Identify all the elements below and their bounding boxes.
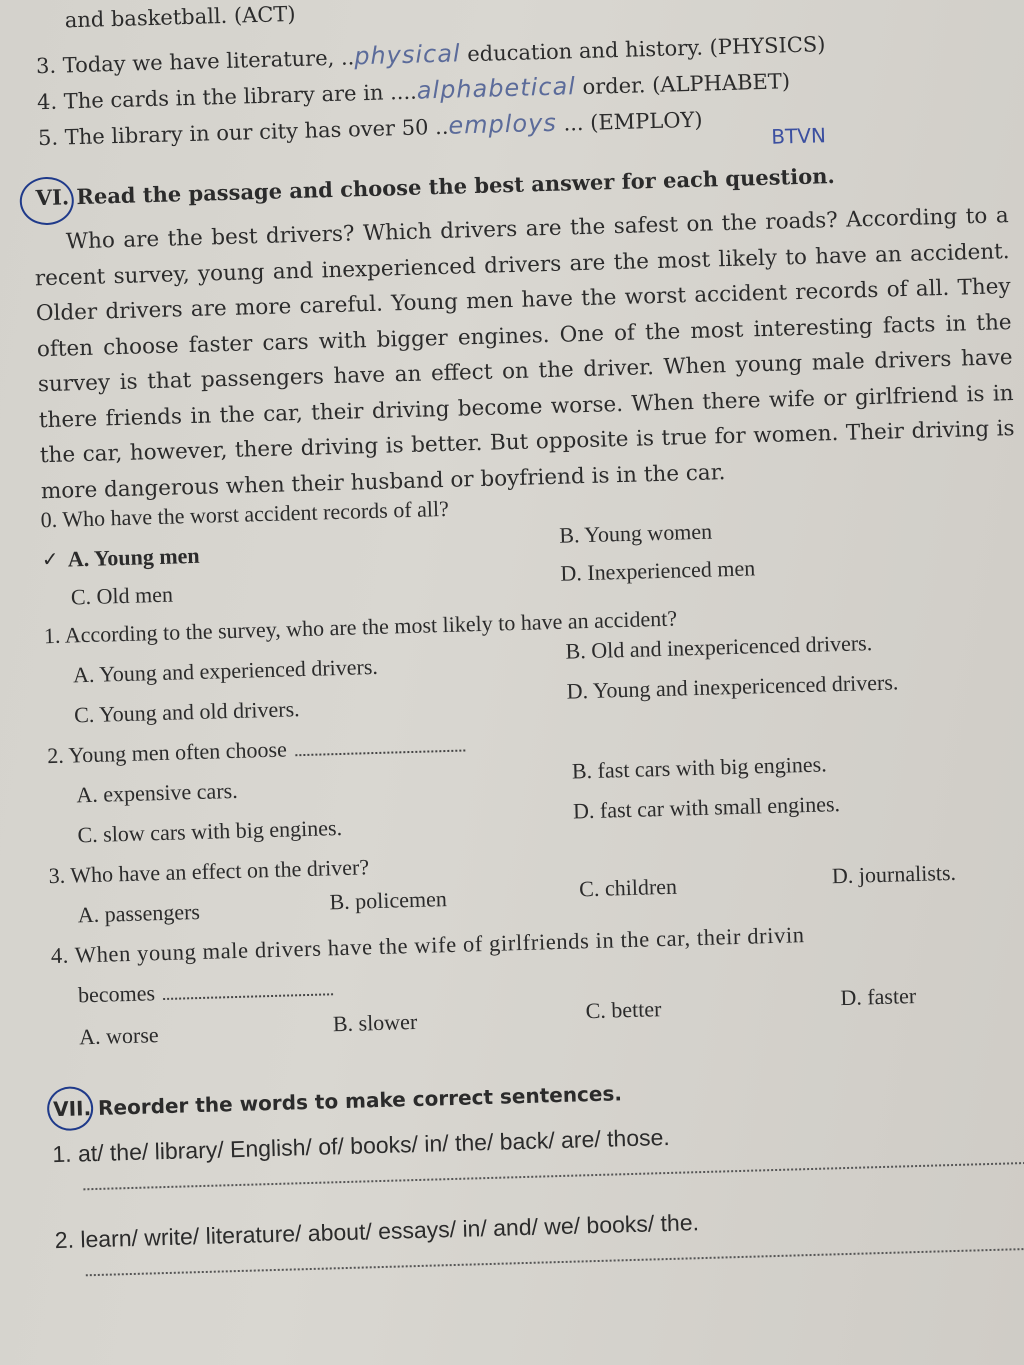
option-1b[interactable]: B. Old and inexpericenced drivers. bbox=[565, 630, 873, 664]
option-4c[interactable]: C. better bbox=[585, 996, 662, 1024]
handwritten-answer: alphabetical bbox=[416, 72, 577, 105]
option-4b[interactable]: B. slower bbox=[332, 1008, 418, 1037]
answer-line-2[interactable] bbox=[86, 1248, 1024, 1277]
option-2c[interactable]: C. slow cars with big engines. bbox=[77, 814, 343, 848]
question-number: 1. bbox=[43, 622, 61, 649]
item-text: at/ the/ library/ English/ of/ books/ in/ the/ back/ are/ those. bbox=[77, 1123, 671, 1167]
handwritten-answer: physical bbox=[353, 39, 461, 71]
section-6-heading: VI. Read the passage and choose the best answer for each question. bbox=[35, 162, 836, 211]
check-mark-icon: ✓ bbox=[41, 546, 59, 572]
item-text: The library in our city has over 50 .. bbox=[64, 114, 449, 150]
question-text: Who have the worst accident records of all? bbox=[61, 495, 450, 532]
question-2 bbox=[47, 732, 465, 770]
item-number: 5. bbox=[37, 125, 59, 151]
handwritten-note: BTVN bbox=[770, 123, 827, 149]
reorder-item-1 bbox=[52, 1124, 670, 1168]
item-text: Today we have literature, .. bbox=[62, 45, 355, 78]
option-4a[interactable]: A. worse bbox=[78, 1022, 159, 1050]
answer-line-1[interactable] bbox=[83, 1162, 1024, 1191]
reorder-item-2 bbox=[54, 1209, 699, 1254]
option-3c[interactable]: C. children bbox=[578, 873, 678, 902]
question-number: 0. bbox=[40, 506, 58, 533]
answer-blank[interactable] bbox=[163, 979, 333, 1000]
option-1c[interactable]: C. Young and old drivers. bbox=[73, 696, 300, 728]
option-4d[interactable]: D. faster bbox=[840, 983, 917, 1011]
question-text: When young male drivers have the wife of girlfriends in the car, their drivin bbox=[74, 922, 805, 968]
option-2b[interactable]: B. fast cars with big engines. bbox=[571, 751, 827, 784]
section-7-heading: VII. Reorder the words to make correct sentences. bbox=[52, 1081, 623, 1122]
answer-blank[interactable] bbox=[295, 736, 465, 757]
option-1a[interactable]: A. Young and experienced drivers. bbox=[72, 653, 379, 688]
item-rest: education and history. (PHYSICS) bbox=[466, 32, 826, 67]
item-number: 3. bbox=[35, 53, 57, 79]
item-number: 2. bbox=[54, 1226, 75, 1254]
question-number: 3. bbox=[48, 862, 66, 889]
item-rest: order. (ALPHABET) bbox=[582, 69, 791, 99]
question-text: According to the survey, who are the most likely to have an accident? bbox=[64, 605, 678, 648]
option-2a[interactable]: A. expensive cars. bbox=[76, 777, 238, 808]
option-3d[interactable]: D. journalists. bbox=[831, 859, 957, 889]
question-3 bbox=[48, 854, 369, 889]
handwritten-answer: employs bbox=[448, 108, 558, 140]
option-0c[interactable]: C. Old men bbox=[70, 581, 174, 610]
question-text: Young men often choose bbox=[68, 736, 288, 768]
exercise-line-2-tail: and basketball. (ACT) bbox=[64, 1, 296, 33]
question-4 bbox=[51, 922, 805, 969]
option-0a[interactable]: A. Young men bbox=[67, 542, 200, 572]
item-text: learn/ write/ literature/ about/ essays/ in/ and/ we/ books/ the. bbox=[80, 1209, 700, 1253]
item-text: The cards in the library are in .... bbox=[63, 79, 418, 114]
reading-passage: Who are the best drivers? Which drivers are the safest on the roads? According to a recent survey, young and inexperienced drivers are the most likely to have an accident. Older drivers are more careful. Young men have the worst accident records of all. They often choose faster cars with bigger engines. One of the most interesting facts in the survey is that passengers have an effect on the driver. When young male drivers have there friends in the car, their driving become worse. When there wife or girlfriend is in the car, however, there driving is better. But opposite is true for women. Their driving is more dangerous when their husband or boyfriend is in the car. bbox=[34, 203, 1015, 504]
item-rest: ... (EMPLOY) bbox=[563, 107, 703, 136]
option-0b[interactable]: B. Young women bbox=[558, 518, 713, 548]
item-number: 4. bbox=[36, 89, 58, 115]
option-3a[interactable]: A. passengers bbox=[77, 898, 201, 928]
option-0d[interactable]: D. Inexperienced men bbox=[560, 555, 756, 586]
question-4-continued bbox=[78, 975, 334, 1008]
question-text-continued: becomes bbox=[77, 980, 156, 1008]
option-1d[interactable]: D. Young and inexpericenced drivers. bbox=[566, 669, 899, 704]
question-number: 4. bbox=[50, 942, 70, 969]
question-number: 2. bbox=[46, 742, 65, 769]
option-3b[interactable]: B. policemen bbox=[329, 886, 448, 915]
question-text: Who have an effect on the driver? bbox=[69, 854, 370, 888]
item-number: 1. bbox=[52, 1140, 72, 1168]
option-2d[interactable]: D. fast car with small engines. bbox=[572, 791, 841, 824]
